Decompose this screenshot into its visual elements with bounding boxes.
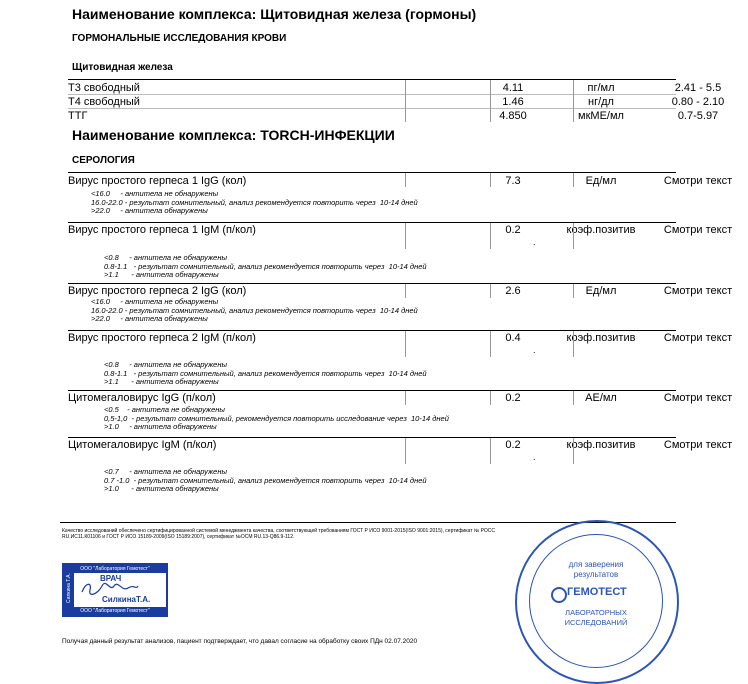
signature-icon	[80, 580, 140, 596]
doctor-stamp: ООО "Лаборатория Гемотест" ООО "Лаборатория Гемотест" Силкина Т.А. ВРАЧ СилкинаТ.А.	[62, 563, 168, 617]
test-unit: Ед/мл	[585, 285, 617, 297]
test-unit: АЕ/мл	[585, 392, 617, 404]
test-reference: 0.7-5.97	[677, 110, 719, 122]
subsection-thyroid: Щитовидная железа	[72, 62, 173, 73]
test-unit: коэф.позитив	[566, 332, 636, 344]
test-unit: мкМЕ/мл	[578, 110, 624, 122]
test-name: Вирус простого герпеса 2 IgG (кол)	[68, 285, 247, 297]
table-row	[68, 332, 733, 346]
brand-logo-icon	[551, 587, 567, 603]
test-name: Вирус простого герпеса 2 IgM (п/кол)	[68, 332, 256, 344]
test-unit: коэф.позитив	[566, 224, 636, 236]
test-unit: нг/дл	[588, 96, 614, 108]
test-value: 4.850	[499, 110, 527, 122]
test-unit: пг/мл	[587, 82, 615, 94]
test-reference: 0.80 - 2.10	[671, 96, 725, 108]
test-name: Т4 свободный	[68, 96, 140, 108]
test-value: 0.4	[505, 332, 521, 344]
test-name: Вирус простого герпеса 1 IgM (п/кол)	[68, 224, 256, 236]
complex-title-thyroid: Наименование комплекса: Щитовидная железа (гормоны)	[72, 6, 477, 22]
interpretation-note: <0.8 - антитела не обнаружены 0.8-1.1 - результат сомнительный, анализ рекомендуется повторить через 10-14 дней >1.1 - антитела обнаружены	[104, 253, 427, 279]
test-name: Т3 свободный	[68, 82, 140, 94]
round-stamp: для заверения результатов ГЕМОТЕСТ ЛАБОРАТОРНЫХ ИССЛЕДОВАНИЙ	[515, 520, 677, 655]
test-unit: коэф.позитив	[566, 439, 636, 451]
consent-statement: Получая данный результат анализов, пациент подтверждает, что давал согласие на обработку своих ПДн 02.07.2020	[62, 638, 418, 645]
table-row	[68, 439, 733, 453]
test-value: 1.46	[502, 96, 524, 108]
test-name: Вирус простого герпеса 1 IgG (кол)	[68, 175, 247, 187]
interpretation-note: <0.7 - антитела не обнаружены 0.7 -1.0 - результат сомнительный, анализ рекомендуется повторить через 10-14 дней >1.0 - антитела обнаружены	[104, 467, 427, 493]
test-reference: Смотри текст	[663, 285, 733, 297]
quality-statement: Качество исследований обеспечено сертифицированной системой менеджмента качества, соответствующей требованиям ГОСТ Р ИСО 9001-2015(ISO 9001:2015), сертификат № РОСС RU.ИС11.К01106 и ГОСТ Р ИСО 15189-2009(ISO 15189:2007), сертификат №ОСМ RU.13-Q86.9-112.	[62, 528, 495, 540]
table-row	[68, 224, 733, 238]
doctor-name: СилкинаТ.А.	[102, 595, 151, 604]
test-value: 2.6	[505, 285, 521, 297]
test-unit: Ед/мл	[585, 175, 617, 187]
test-reference: Смотри текст	[663, 224, 733, 236]
test-reference: Смотри текст	[663, 439, 733, 451]
test-reference: 2.41 - 5.5	[674, 82, 722, 94]
test-reference: Смотри текст	[663, 175, 733, 187]
test-value: 7.3	[505, 175, 521, 187]
test-name: Цитомегаловирус IgM (п/кол)	[68, 439, 217, 451]
interpretation-note: <0.8 - антитела не обнаружены 0.8-1.1 - результат сомнительный, анализ рекомендуется повторить через 10-14 дней >1.1 - антитела обнаружены	[104, 360, 427, 386]
section-serology: СЕРОЛОГИЯ	[72, 155, 135, 166]
test-reference: Смотри текст	[663, 392, 733, 404]
doctor-role: ВРАЧ	[100, 574, 122, 583]
test-name: Цитомегаловирус IgG (п/кол)	[68, 392, 216, 404]
interpretation-note: <16.0 - антитела не обнаружены 16.0-22.0 - результат сомнительный, анализ рекомендуется повторить через 10-14 дней >22.0 - антитела обнаружены	[91, 297, 418, 323]
test-value: 0.2	[505, 224, 521, 236]
interpretation-note: <0.5 - антитела не обнаружены 0,5-1,0 - результат сомнительный, рекомендуется повторить исследование через 10-14 дней >1.0 - антитела обнаружены	[104, 405, 449, 431]
table-row	[68, 110, 719, 124]
test-value: 0.2	[505, 392, 521, 404]
section-hormonal: ГОРМОНАЛЬНЫЕ ИССЛЕДОВАНИЯ КРОВИ	[72, 33, 287, 44]
complex-title-torch: Наименование комплекса: TORCH-ИНФЕКЦИИ	[72, 127, 395, 143]
table-row	[68, 392, 733, 406]
interpretation-note: <16.0 - антитела не обнаружены 16.0-22.0 - результат сомнительный, анализ рекомендуется повторить через 10-14 дней >22.0 - антитела обнаружены	[91, 189, 418, 215]
test-value: 0.2	[505, 439, 521, 451]
table-row	[68, 175, 733, 189]
test-value: 4.11	[502, 82, 524, 94]
test-reference: Смотри текст	[663, 332, 733, 344]
test-name: ТТГ	[68, 110, 88, 122]
